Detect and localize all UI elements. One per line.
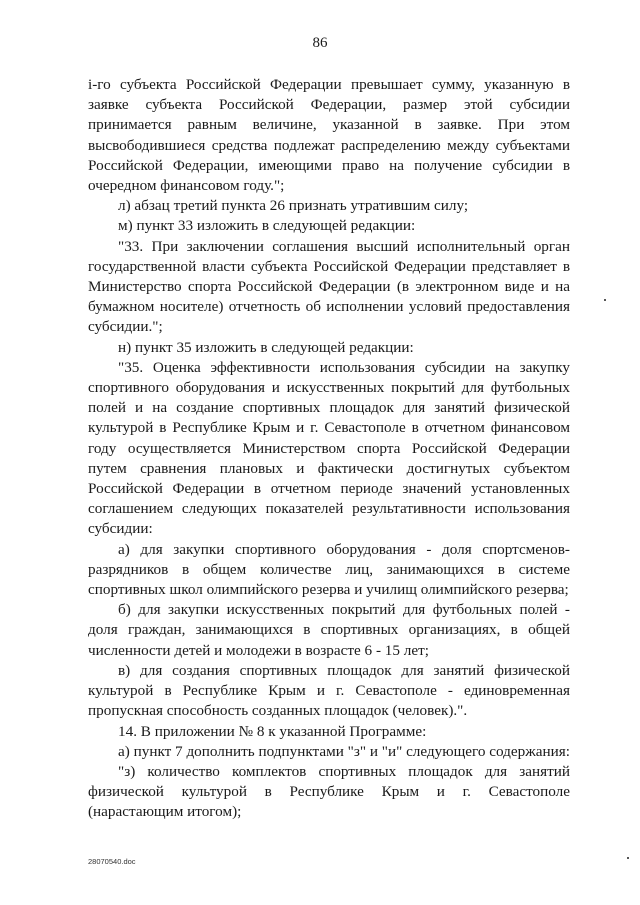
paragraph-subitem-v: в) для создания спортивных площадок для занятий физической культурой в Республике Крым и г. Севастополе - единовременная пропускная способность созданных площадок (человек).". <box>88 661 570 720</box>
page-number: 86 <box>312 35 328 51</box>
paragraph-point-33: "33. При заключении соглашения высший исполнительный орган государственной власти субъекта Российской Федерации представляет в Министерство спорта Российской Федерации (в электронном виде и на бумажном носителе) отчетность об исполнении условий предоставления субсидии."; <box>88 237 570 336</box>
scan-dot <box>604 299 606 301</box>
paragraph-subitem-b: б) для закупки искусственных покрытий для футбольных полей - доля граждан, занимающихся в спортивных организациях, в общей численности детей и молодежи в возрасте 6 - 15 лет; <box>88 601 570 659</box>
paragraph-continuation: i-го субъекта Российской Федерации превышает сумму, указанную в заявке субъекта Российской Федерации, размер этой субсидии принимается равным величине, указанной в заявке. При этом высвободившиеся средства подлежат распределению между субъектами Российской Федерации, имеющими право на получение субсидии в очередном финансовом году."; <box>88 76 570 195</box>
paragraph-point-7: а) пункт 7 дополнить подпунктами "з" и "и" следующего содержания: <box>118 742 570 760</box>
paragraph-subpoint-z: "з) количество комплектов спортивных площадок для занятий физической культурой в Республике Крым и г. Севастополе (нарастающим итогом); <box>88 762 570 821</box>
paragraph-item-l: л) абзац третий пункта 26 признать утратившим силу; <box>118 197 469 215</box>
paragraph-item-m: м) пункт 33 изложить в следующей редакции: <box>118 217 416 235</box>
paragraph-section-14: 14. В приложении № 8 к указанной Программе: <box>118 722 427 740</box>
scan-dot <box>627 857 629 859</box>
paragraph-subitem-a: а) для закупки спортивного оборудования - доля спортсменов-разрядников в общем количестве лиц, занимающихся в системе спортивных школ олимпийского резерва и училищ олимпийского резерва; <box>88 540 570 599</box>
document-filename: 28070540.doc <box>88 857 136 866</box>
paragraph-item-n: н) пункт 35 изложить в следующей редакции: <box>118 338 414 356</box>
document-body <box>88 75 570 823</box>
paragraph-point-35: "35. Оценка эффективности использования субсидии на закупку спортивного оборудования и искусственных покрытий для футбольных полей и на создание спортивных площадок для занятий физической культурой в Республике Крым и г. Севастополе в отчетном финансовом году осуществляется Министерством спорта Российской Федерации путем сравнения плановых и фактически достигнутых субъектом Российской Федерации в отчетном периоде значений установленных соглашением следующих показателей результативности использования субсидии: <box>88 358 570 538</box>
